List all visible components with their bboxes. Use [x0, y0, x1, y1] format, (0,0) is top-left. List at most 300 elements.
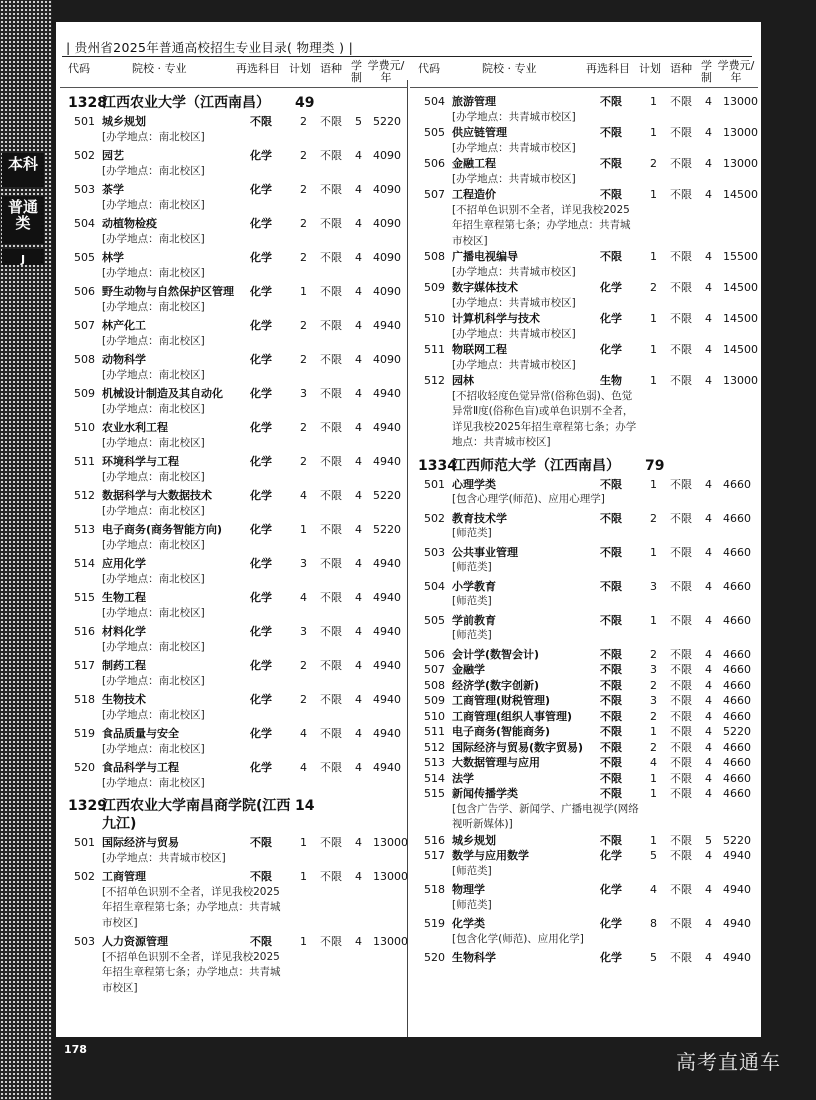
program-plan: 2	[300, 217, 307, 230]
program-row	[410, 125, 758, 156]
program-name: 金融工程	[452, 157, 496, 170]
program-note: [师范类]	[452, 527, 492, 539]
program-fee: 14500	[723, 343, 758, 356]
program-language: 不限	[670, 188, 692, 201]
program-years: 4	[705, 312, 712, 325]
program-language: 不限	[670, 771, 692, 785]
program-language: 不限	[670, 511, 692, 525]
program-years: 4	[705, 663, 712, 676]
program-plan: 2	[650, 740, 657, 754]
program-fee: 4660	[723, 740, 751, 754]
university-code: 1328	[68, 95, 107, 111]
program-fee: 4090	[373, 251, 401, 264]
program-fee: 13000	[373, 836, 408, 849]
program-subject: 不限	[600, 545, 622, 559]
program-row	[60, 556, 408, 587]
program-row	[60, 318, 408, 349]
program-years: 4	[355, 353, 362, 366]
program-plan: 1	[650, 312, 657, 325]
program-language: 不限	[320, 421, 342, 434]
program-plan: 1	[650, 343, 657, 356]
program-years: 5	[355, 115, 362, 128]
program-subject: 不限	[600, 787, 622, 800]
program-note: [办学地点：南北校区]	[102, 130, 205, 143]
header-years: 学制	[351, 59, 362, 84]
program-row	[410, 950, 758, 966]
program-subject: 不限	[600, 126, 622, 139]
university-heading	[60, 94, 408, 112]
program-note: [办学地点：共青城市校区]	[452, 141, 576, 154]
program-subject: 化学	[250, 183, 272, 196]
program-code: 501	[424, 477, 445, 491]
program-note: [包含化学(师范)、应用化学]	[452, 932, 584, 945]
program-plan: 1	[300, 523, 307, 536]
program-name: 野生动物与自然保护区管理	[102, 285, 234, 298]
program-years: 4	[355, 183, 362, 196]
program-row	[60, 182, 408, 213]
program-language: 不限	[670, 281, 692, 294]
program-row	[60, 216, 408, 247]
program-code: 508	[74, 353, 95, 366]
program-note: [办学地点：南北校区]	[102, 402, 205, 415]
program-name: 新闻传播学类	[452, 787, 518, 800]
program-code: 503	[74, 183, 95, 196]
program-plan: 2	[300, 183, 307, 196]
program-row	[410, 342, 758, 373]
program-name: 小学教育	[452, 579, 496, 593]
program-years: 4	[355, 387, 362, 400]
program-language: 不限	[670, 579, 692, 593]
program-note: [包含广告学、新闻学、广播电视学(网络视听新媒体)]	[452, 802, 639, 830]
program-row	[410, 311, 758, 342]
program-subject: 不限	[250, 115, 272, 128]
program-name: 茶学	[102, 183, 124, 196]
program-note: [师范类]	[452, 595, 492, 607]
program-note: [办学地点：南北校区]	[102, 572, 205, 585]
program-subject: 化学	[600, 883, 622, 896]
program-subject: 不限	[600, 740, 622, 754]
program-name: 应用化学	[102, 557, 146, 570]
program-language: 不限	[320, 523, 342, 536]
program-fee: 4940	[373, 625, 401, 638]
program-row	[410, 833, 758, 849]
program-code: 505	[424, 613, 445, 627]
program-code: 507	[424, 188, 445, 201]
program-years: 4	[355, 285, 362, 298]
program-name: 旅游管理	[452, 95, 496, 108]
program-plan: 4	[650, 883, 657, 896]
program-note: [办学地点：南北校区]	[102, 266, 205, 279]
program-row	[60, 934, 408, 996]
program-row	[60, 624, 408, 655]
program-years: 4	[355, 455, 362, 468]
program-plan: 1	[300, 870, 307, 883]
program-plan: 4	[300, 727, 307, 740]
program-row	[410, 156, 758, 187]
program-fee: 4660	[723, 678, 751, 692]
program-years: 4	[705, 343, 712, 356]
program-fee: 5220	[373, 523, 401, 536]
university-code: 1329	[68, 798, 107, 814]
program-subject: 化学	[600, 917, 622, 930]
side-tab-letter: J	[2, 249, 44, 265]
program-subject: 化学	[250, 591, 272, 604]
program-note: [办学地点：共青城市校区]	[102, 851, 226, 864]
program-list	[410, 94, 758, 451]
program-years: 4	[705, 613, 712, 627]
program-row	[60, 352, 408, 383]
program-subject: 化学	[250, 421, 272, 434]
program-subject: 化学	[250, 659, 272, 672]
program-fee: 4940	[723, 917, 751, 930]
program-fee: 15500	[723, 250, 758, 263]
program-language: 不限	[320, 693, 342, 706]
program-subject: 不限	[600, 95, 622, 108]
program-note: [师范类]	[452, 898, 492, 911]
program-language: 不限	[670, 849, 692, 862]
program-code: 504	[424, 579, 445, 593]
program-subject: 化学	[250, 149, 272, 162]
program-code: 516	[74, 625, 95, 638]
program-subject: 不限	[600, 756, 622, 769]
program-subject: 化学	[250, 727, 272, 740]
program-subject: 化学	[250, 523, 272, 536]
header-fee: 学费元/年	[367, 59, 405, 84]
program-language: 不限	[320, 387, 342, 400]
program-note: [办学地点：南北校区]	[102, 504, 205, 517]
program-years: 4	[355, 727, 362, 740]
program-name: 园艺	[102, 149, 124, 162]
program-plan: 1	[300, 935, 307, 948]
program-language: 不限	[320, 659, 342, 672]
program-language: 不限	[670, 95, 692, 108]
program-plan: 1	[650, 545, 657, 559]
program-plan: 4	[650, 756, 657, 769]
header-code: 代码	[418, 62, 440, 75]
program-fee: 4940	[373, 455, 401, 468]
program-subject: 不限	[600, 694, 622, 707]
program-row	[60, 760, 408, 791]
program-subject: 不限	[600, 250, 622, 263]
program-fee: 4940	[723, 849, 751, 862]
program-plan: 2	[300, 693, 307, 706]
program-plan: 1	[650, 126, 657, 139]
program-language: 不限	[670, 477, 692, 491]
program-code: 520	[424, 951, 445, 964]
program-fee: 5220	[373, 489, 401, 502]
program-code: 504	[74, 217, 95, 230]
program-note: [办学地点：南北校区]	[102, 368, 205, 381]
program-subject: 化学	[600, 849, 622, 862]
program-subject: 不限	[250, 836, 272, 849]
program-subject: 化学	[250, 489, 272, 502]
program-language: 不限	[670, 740, 692, 754]
program-list	[60, 835, 408, 996]
program-fee: 4090	[373, 285, 401, 298]
program-row	[410, 94, 758, 125]
program-fee: 4660	[723, 787, 751, 800]
program-fee: 14500	[723, 312, 758, 325]
program-plan: 2	[650, 647, 657, 661]
program-code: 518	[424, 883, 445, 896]
program-fee: 14500	[723, 281, 758, 294]
program-fee: 4660	[723, 709, 751, 723]
program-name: 心理学类	[452, 477, 496, 491]
program-note: [办学地点：南北校区]	[102, 538, 205, 551]
program-language: 不限	[670, 678, 692, 692]
program-fee: 13000	[373, 870, 408, 883]
program-name: 教育技术学	[452, 511, 507, 525]
program-language: 不限	[320, 149, 342, 162]
program-years: 4	[705, 787, 712, 800]
program-plan: 1	[650, 250, 657, 263]
table-header	[410, 58, 758, 88]
program-code: 508	[424, 250, 445, 263]
program-language: 不限	[320, 285, 342, 298]
program-row	[60, 386, 408, 417]
program-subject: 不限	[600, 477, 622, 491]
program-language: 不限	[320, 217, 342, 230]
program-fee: 13000	[373, 935, 408, 948]
program-row	[60, 590, 408, 621]
program-years: 4	[355, 557, 362, 570]
header-lang: 语种	[320, 62, 342, 75]
program-subject: 化学	[600, 281, 622, 294]
program-name: 生物技术	[102, 693, 146, 706]
program-subject: 不限	[600, 188, 622, 201]
program-plan: 3	[300, 387, 307, 400]
program-code: 505	[74, 251, 95, 264]
program-code: 506	[424, 647, 445, 661]
program-language: 不限	[670, 951, 692, 964]
program-row	[60, 420, 408, 451]
program-row	[410, 882, 758, 913]
program-years: 4	[705, 126, 712, 139]
program-plan: 2	[650, 709, 657, 723]
program-name: 工商管理(组织人事管理)	[452, 709, 573, 723]
program-row	[60, 692, 408, 723]
program-subject: 化学	[250, 693, 272, 706]
program-code: 509	[424, 694, 445, 707]
program-plan: 1	[650, 374, 657, 387]
program-code: 505	[424, 126, 445, 139]
program-note: [办学地点：南北校区]	[102, 300, 205, 313]
program-note: [办学地点：南北校区]	[102, 708, 205, 721]
program-code: 516	[424, 833, 445, 847]
program-name: 数学与应用数学	[452, 849, 529, 862]
program-language: 不限	[320, 591, 342, 604]
program-note: [办学地点：南北校区]	[102, 436, 205, 449]
program-years: 4	[705, 756, 712, 769]
program-language: 不限	[320, 115, 342, 128]
program-name: 食品质量与安全	[102, 727, 179, 740]
program-language: 不限	[670, 883, 692, 896]
program-code: 519	[74, 727, 95, 740]
program-plan: 1	[650, 188, 657, 201]
header-subject: 再选科目	[236, 62, 280, 75]
program-years: 4	[355, 659, 362, 672]
side-tab-category: 普通类	[2, 196, 44, 244]
program-note: [办学地点：南北校区]	[102, 232, 205, 245]
program-subject: 化学	[600, 343, 622, 356]
program-name: 环境科学与工程	[102, 455, 179, 468]
program-language: 不限	[670, 545, 692, 559]
university-heading	[410, 457, 758, 475]
program-fee: 4090	[373, 149, 401, 162]
header-years: 学制	[701, 59, 712, 84]
program-language: 不限	[670, 374, 692, 387]
program-code: 514	[74, 557, 95, 570]
program-language: 不限	[320, 319, 342, 332]
program-note: [包含心理学(师范)、应用心理学]	[452, 493, 605, 505]
program-years: 4	[705, 374, 712, 387]
university-name: 江西农业大学南昌商学院(江西九江)	[102, 798, 291, 832]
program-code: 513	[424, 756, 445, 769]
program-language: 不限	[670, 647, 692, 661]
program-fee: 4660	[723, 663, 751, 676]
program-fee: 4660	[723, 647, 751, 661]
program-years: 4	[705, 188, 712, 201]
program-subject: 化学	[250, 285, 272, 298]
program-code: 512	[424, 740, 445, 754]
program-subject: 不限	[600, 579, 622, 593]
program-code: 514	[424, 771, 445, 785]
program-language: 不限	[320, 183, 342, 196]
program-fee: 5220	[373, 115, 401, 128]
program-plan: 1	[650, 477, 657, 491]
program-language: 不限	[670, 613, 692, 627]
program-code: 502	[424, 511, 445, 525]
program-name: 人力资源管理	[102, 935, 168, 948]
program-note: [不招收轻度色觉异常(俗称色弱)、色觉异常Ⅱ度(俗称色盲)或单色识别不全者，详见我校2025年招生章程第七条；办学地点：共青城市校区]	[452, 389, 637, 448]
program-name: 法学	[452, 771, 474, 785]
program-years: 4	[705, 157, 712, 170]
program-fee: 4940	[373, 761, 401, 774]
watermark: 高考直通车	[676, 1050, 781, 1074]
program-years: 4	[705, 725, 712, 738]
program-plan: 4	[300, 489, 307, 502]
program-name: 经济学(数字创新)	[452, 678, 540, 692]
program-subject: 不限	[600, 613, 622, 627]
program-row	[410, 373, 758, 451]
program-code: 511	[424, 725, 445, 738]
program-name: 广播电视编导	[452, 250, 518, 263]
program-subject: 不限	[600, 663, 622, 676]
program-plan: 3	[650, 694, 657, 707]
program-subject: 化学	[250, 625, 272, 638]
right-column	[410, 58, 758, 969]
program-row	[410, 740, 758, 756]
program-language: 不限	[320, 625, 342, 638]
program-plan: 2	[300, 149, 307, 162]
university-plan: 79	[645, 457, 665, 474]
university-code: 1334	[418, 457, 457, 474]
program-code: 520	[74, 761, 95, 774]
program-row	[60, 522, 408, 553]
program-plan: 1	[650, 95, 657, 108]
program-fee: 4940	[373, 557, 401, 570]
program-name: 数字媒体技术	[452, 281, 518, 294]
program-plan: 2	[300, 251, 307, 264]
program-fee: 4090	[373, 217, 401, 230]
program-fee: 4660	[723, 545, 751, 559]
program-years: 4	[355, 625, 362, 638]
program-plan: 1	[650, 613, 657, 627]
program-note: [师范类]	[452, 561, 492, 573]
program-years: 4	[355, 935, 362, 948]
program-fee: 4940	[373, 693, 401, 706]
program-subject: 不限	[600, 833, 622, 847]
program-code: 502	[74, 149, 95, 162]
program-note: [办学地点：南北校区]	[102, 470, 205, 483]
program-plan: 1	[650, 833, 657, 847]
program-language: 不限	[320, 935, 342, 948]
header-name: 院校 · 专业	[482, 62, 537, 75]
program-code: 509	[424, 281, 445, 294]
program-row	[410, 280, 758, 311]
program-language: 不限	[670, 126, 692, 139]
program-years: 4	[705, 917, 712, 930]
program-language: 不限	[670, 343, 692, 356]
program-note: [师范类]	[452, 864, 492, 877]
program-language: 不限	[320, 251, 342, 264]
program-language: 不限	[670, 756, 692, 769]
program-fee: 4660	[723, 579, 751, 593]
program-plan: 1	[650, 787, 657, 800]
program-name: 物理学	[452, 883, 485, 896]
program-row	[410, 771, 758, 787]
program-years: 4	[705, 545, 712, 559]
program-name: 会计学(数智会计)	[452, 647, 540, 661]
program-name: 制药工程	[102, 659, 146, 672]
program-row	[60, 114, 408, 145]
program-row	[60, 488, 408, 519]
program-row	[410, 709, 758, 725]
program-note: [办学地点：南北校区]	[102, 198, 205, 211]
program-plan: 2	[650, 511, 657, 525]
program-fee: 4090	[373, 353, 401, 366]
program-fee: 4940	[723, 951, 751, 964]
program-years: 4	[705, 740, 712, 754]
program-code: 511	[424, 343, 445, 356]
program-name: 动物科学	[102, 353, 146, 366]
program-code: 512	[74, 489, 95, 502]
program-years: 4	[705, 281, 712, 294]
program-note: [办学地点：共青城市校区]	[452, 172, 576, 185]
program-fee: 4940	[373, 659, 401, 672]
program-list	[60, 114, 408, 791]
program-plan: 2	[300, 659, 307, 672]
program-years: 4	[705, 849, 712, 862]
program-language: 不限	[670, 694, 692, 707]
program-plan: 2	[650, 281, 657, 294]
program-code: 517	[74, 659, 95, 672]
program-language: 不限	[320, 870, 342, 883]
program-language: 不限	[670, 709, 692, 723]
header-name: 院校 · 专业	[132, 62, 187, 75]
program-language: 不限	[320, 489, 342, 502]
program-years: 4	[355, 319, 362, 332]
program-name: 机械设计制造及其自动化	[102, 387, 223, 400]
header-plan: 计划	[289, 62, 311, 75]
program-name: 电子商务(智能商务)	[452, 725, 551, 738]
program-code: 512	[424, 374, 445, 387]
program-row	[410, 693, 758, 709]
program-subject: 化学	[250, 761, 272, 774]
program-row	[60, 869, 408, 931]
program-plan: 3	[300, 557, 307, 570]
university-name: 江西师范大学（江西南昌）	[452, 457, 620, 474]
